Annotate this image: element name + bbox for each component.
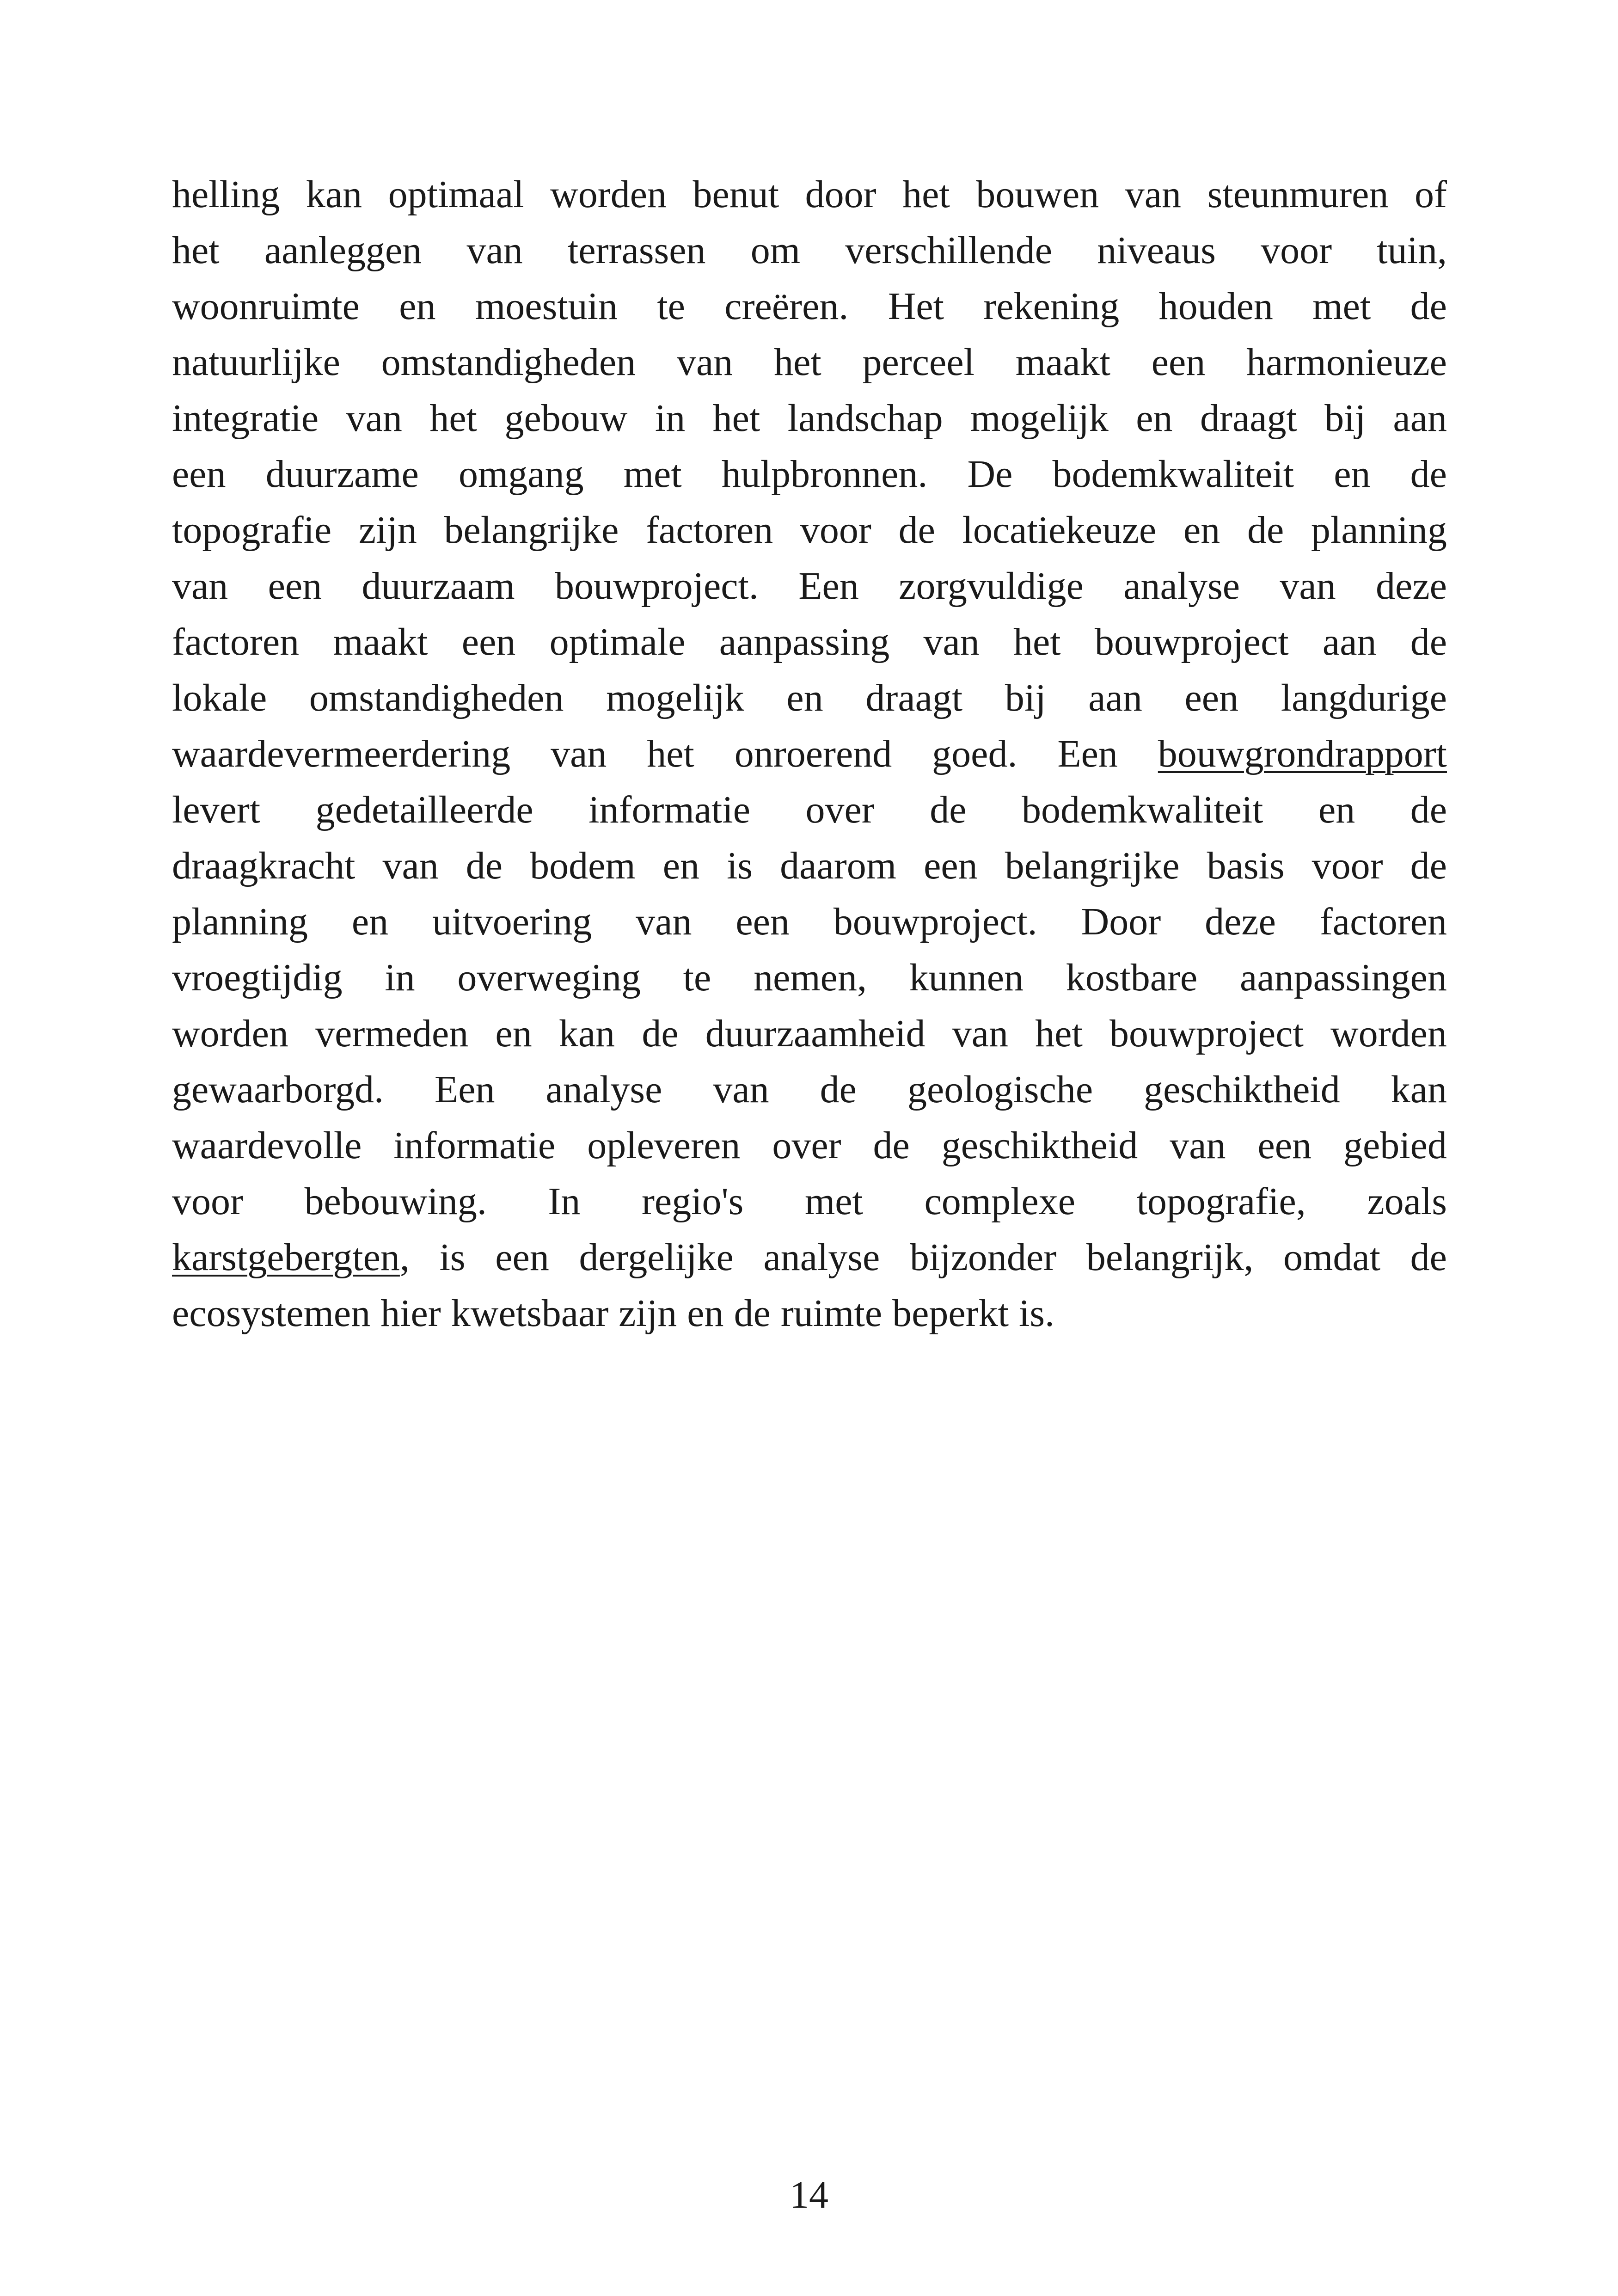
body-paragraph [172,166,1447,1341]
word: verschillende [845,229,1053,272]
word: van [466,229,523,272]
word: nemen, [754,956,867,999]
word: bouwproject. [833,900,1037,943]
word: aanpassingen [1240,956,1447,999]
word: creëren. [724,285,849,328]
word: draagkracht [172,844,355,887]
word: kan [306,173,362,216]
word: van [923,620,980,663]
word: te [683,956,711,999]
word: en [399,285,436,328]
word: landschap [787,397,943,440]
word: geschiktheid [941,1124,1138,1167]
word: van [1170,1124,1226,1167]
word: van [382,844,439,887]
word: worden [550,173,667,216]
word: woonruimte [172,285,360,328]
link-bouwgrondrapport[interactable]: bouwgrondrapport [1158,732,1447,775]
word: en [1334,453,1371,496]
word: analyse [763,1236,880,1279]
text-line [172,558,1447,614]
word: rekening [983,285,1120,328]
word: bouwproject. [555,565,759,608]
word: analyse [1123,565,1240,608]
word: factoren [646,509,773,552]
word: overweging [457,956,641,999]
word: omstandigheden [381,341,636,384]
word: bodemkwaliteit [1021,788,1263,831]
word: locatiekeuze [962,509,1157,552]
word: van [952,1012,1008,1055]
word: gewaarborgd. [172,1068,384,1111]
word: goed. [932,732,1017,775]
word: harmonieuze [1246,341,1447,384]
word: aanleggen [264,229,422,272]
text-line [172,390,1447,446]
text-line [172,670,1447,726]
word: en [351,900,389,943]
word: bij [1324,397,1366,440]
word: een [735,900,790,943]
word: zorgvuldige [899,565,1084,608]
word: Het [888,285,944,328]
word: het [647,732,694,775]
word: van [1280,565,1336,608]
word: een [495,1236,549,1279]
word: het [712,397,760,440]
text-line [172,1117,1447,1173]
word: zijn [619,1292,677,1335]
word: optimaal [388,173,524,216]
text-line [172,950,1447,1006]
word: bodem [530,844,636,887]
word: helling [172,173,280,216]
word: te [657,285,685,328]
text-line [172,166,1447,222]
word: kan [558,1012,615,1055]
word: het [429,397,478,440]
word: kwetsbaar [451,1292,609,1335]
word: de [1410,285,1447,328]
word: het [774,341,821,384]
word: in [655,397,686,440]
word: bouwproject [1109,1012,1304,1055]
link-karstgebergten[interactable]: karstgebergten [172,1236,400,1279]
word: de [1410,1236,1447,1279]
word: maakt [333,620,428,663]
word: langdurige [1281,676,1447,719]
word: topografie [172,509,332,552]
word: factoren [1319,900,1447,943]
word: omgang [458,453,584,496]
word: planning [172,900,308,943]
word: geologische [907,1068,1093,1111]
word: voor [800,509,871,552]
word: bouwproject [1094,620,1289,663]
word: moestuin [475,285,618,328]
word: van [346,397,402,440]
word: zoals [1367,1180,1447,1223]
text-line [172,782,1447,838]
word: over [805,788,875,831]
word: houden [1158,285,1273,328]
word: het [172,229,220,272]
word: van [677,341,733,384]
word: daarom [780,844,897,887]
word: karstgebergten, [172,1236,410,1279]
word: de [1247,509,1284,552]
text-line [172,446,1447,502]
text-line [172,838,1447,894]
word: een [1184,676,1239,719]
word: uitvoering [432,900,592,943]
word: van [636,900,692,943]
word: en [687,1292,724,1335]
word: bodemkwaliteit [1052,453,1294,496]
word: topografie, [1136,1180,1306,1223]
word: geschiktheid [1144,1068,1340,1111]
word: het [902,173,950,216]
word: zijn [358,509,417,552]
word: door [805,173,876,216]
word: gedetailleerde [315,788,533,831]
word: waardevolle [172,1124,362,1167]
word: een [461,620,516,663]
word: het [1013,620,1061,663]
word: beperkt [892,1292,1009,1335]
word: met [1312,285,1371,328]
word: complexe [924,1180,1075,1223]
word [1158,726,1447,782]
word: is. [1019,1292,1055,1335]
word: steunmuren [1207,173,1389,216]
word: waardevermeerdering [172,732,511,775]
word: deze [1376,565,1447,608]
word: de [734,1292,771,1335]
word: de [1410,620,1447,663]
word: aan [1088,676,1142,719]
word: hier [380,1292,441,1335]
word: worden [1330,1012,1447,1055]
word: de [1410,788,1447,831]
page-number: 14 [790,2173,828,2216]
word: De [967,453,1013,496]
word: integratie [172,397,319,440]
word: bij [1005,676,1046,719]
word: Door [1081,900,1161,943]
word: opleveren [587,1124,741,1167]
word: Een [798,565,859,608]
word: analyse [545,1068,662,1111]
word: worden [172,1012,288,1055]
word: belangrijke [444,509,619,552]
word: over [772,1124,841,1167]
word: en [662,844,700,887]
word: bebouwing. [304,1180,487,1223]
word: tuin, [1377,229,1447,272]
text-line [172,278,1447,334]
word: hulpbronnen. [721,453,928,496]
word: optimale [549,620,686,663]
word: mogelijk [606,676,744,719]
word: de [898,509,935,552]
word: dergelijke [579,1236,734,1279]
word: aanpassing [719,620,890,663]
text-line [172,222,1447,278]
word: gebied [1343,1124,1447,1167]
word: duurzame [265,453,419,496]
word: factoren [172,620,300,663]
word: Een [1057,732,1118,775]
text-line [172,1006,1447,1062]
text-line [172,502,1447,558]
word: deze [1205,900,1276,943]
word: informatie [588,788,751,831]
word: belangrijke [1005,844,1180,887]
word: duurzaamheid [705,1012,925,1055]
word: levert [172,788,261,831]
word: het [1035,1012,1083,1055]
text-line [172,614,1447,670]
word: natuurlijke [172,341,340,384]
word: de [466,844,503,887]
text-line [172,1285,1447,1341]
text-line [172,726,1447,782]
word: draagt [1200,397,1297,440]
word: ruimte [780,1292,883,1335]
word: perceel [862,341,974,384]
text-line [172,894,1447,950]
word: de [1410,844,1447,887]
word: omdat [1283,1236,1380,1279]
word: de [873,1124,910,1167]
word: en [1136,397,1173,440]
word: in [385,956,415,999]
word: bouwen [976,173,1099,216]
word: planning [1311,509,1447,552]
word: basis [1207,844,1285,887]
word: kan [1391,1068,1447,1111]
word: benut [693,173,779,216]
word: is [727,844,753,887]
word: onroerend [734,732,892,775]
word: de [930,788,967,831]
word: regio's [641,1180,744,1223]
word: ecosystemen [172,1292,371,1335]
word: is [439,1236,466,1279]
word: belangrijk, [1086,1236,1254,1279]
word: duurzaam [362,565,515,608]
word: een [268,565,322,608]
word: een [1257,1124,1312,1167]
word: van [713,1068,769,1111]
word: niveaus [1097,229,1216,272]
word: de [820,1068,857,1111]
word: met [623,453,682,496]
word: mogelijk [970,397,1109,440]
word: voor [172,1180,243,1223]
word: van [551,732,607,775]
text-line [172,334,1447,390]
word: vermeden [315,1012,469,1055]
word: omstandigheden [309,676,564,719]
word: en [1318,788,1355,831]
text-line [172,1229,1447,1285]
word: kunnen [909,956,1024,999]
word: terrassen [568,229,706,272]
word: voor [1261,229,1332,272]
text-line [172,1062,1447,1117]
word: een [172,453,226,496]
word: en [1183,509,1220,552]
word: de [1410,453,1447,496]
word: van [1125,173,1182,216]
word: lokale [172,676,267,719]
word: aan [1393,397,1447,440]
word: van [172,565,228,608]
word: Een [434,1068,495,1111]
word: de [642,1012,679,1055]
word: een [1151,341,1206,384]
word: een [924,844,978,887]
word: bijzonder [909,1236,1057,1279]
word: maakt [1015,341,1110,384]
word: kostbare [1066,956,1198,999]
word: gebouw [504,397,628,440]
word: met [804,1180,863,1223]
word: vroegtijdig [172,956,343,999]
word: of [1414,173,1447,216]
word: aan [1322,620,1377,663]
word: informatie [393,1124,556,1167]
word: voor [1312,844,1383,887]
word: om [750,229,801,272]
word: en [495,1012,532,1055]
word: en [786,676,823,719]
text-line [172,1173,1447,1229]
word: In [548,1180,581,1223]
word: draagt [865,676,963,719]
